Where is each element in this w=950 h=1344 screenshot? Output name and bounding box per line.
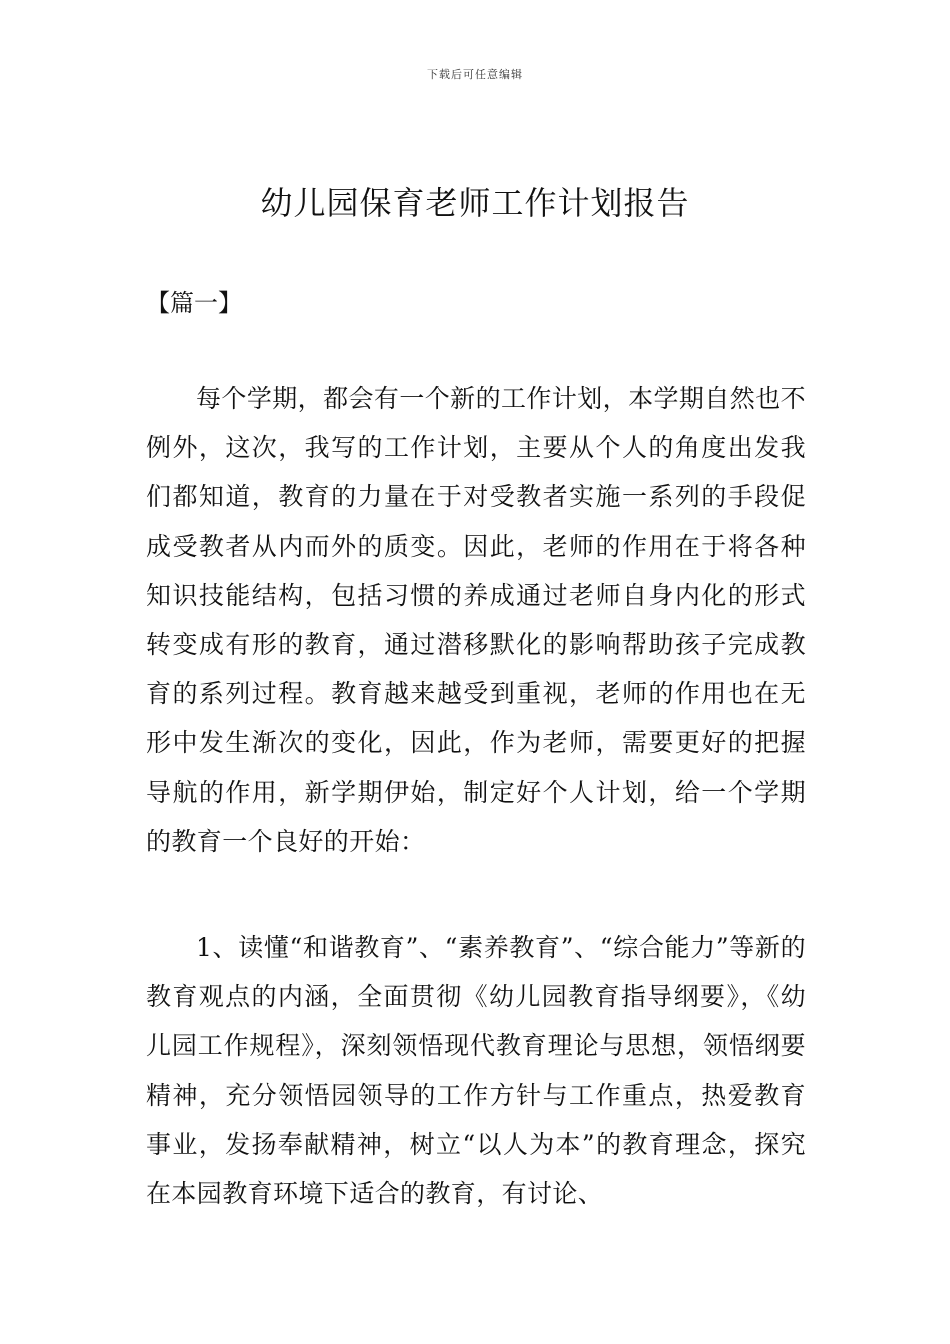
header-note: 下载后可任意编辑 (427, 68, 523, 81)
body-paragraph: 每个学期，都会有一个新的工作计划，本学期自然也不例外，这次，我写的工作计划，主要从个人的角度出发我们都知道，教育的力量在于对受教者实施一系列的手段促成受教者从内而外的质变。因此，老师的作用在于将各种知识技能结构，包括习惯的养成通过老师自身内化的形式转变成有形的教育，通过潜移默化的影响帮助孩子完成教育的系列过程。教育越来越受到重视，老师的作用也在无形中发生渐次的变化，因此，作为老师，需要更好的把握导航的作用，新学期伊始，制定好个人计划，给一个学期的教育一个良好的开始： (146, 384, 806, 856)
section-label: 【篇一】 (146, 289, 242, 317)
document-title: 幼儿园保育老师工作计划报告 (260, 184, 690, 222)
body-paragraph: 1、读懂“和谐教育”、“素养教育”、“综合能力”等新的教育观点的内涵，全面贯彻《幼儿园教育指导纲要》，《幼儿园工作规程》，深刻领悟现代教育理论与思想，领悟纲要精神，充分领悟园领导的工作方针与工作重点，热爱教育事业，发扬奉献精神，树立“以人为本”的教育理念，探究在本园教育环境下适合的教育，有讨论、 (146, 933, 806, 1209)
